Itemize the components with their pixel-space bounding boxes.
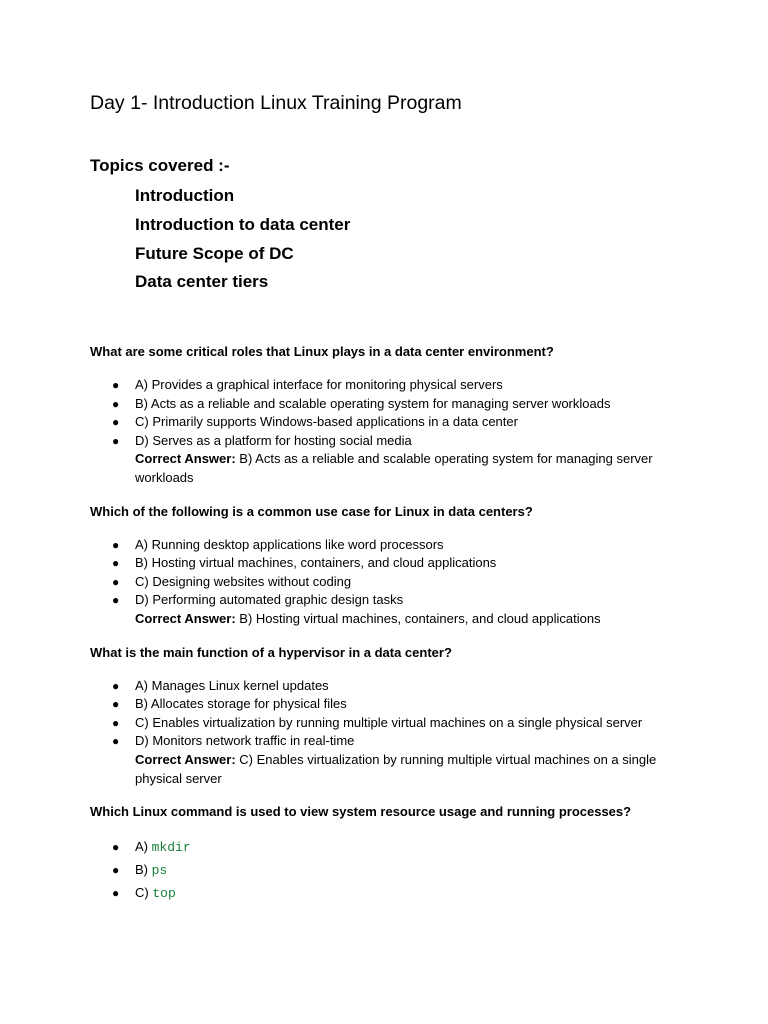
option-item bbox=[90, 376, 690, 395]
answer-label: Correct Answer: bbox=[135, 451, 236, 467]
option-item bbox=[90, 732, 690, 751]
option-text: D) Performing automated graphic design tasks bbox=[135, 592, 404, 608]
topic-item: Introduction bbox=[135, 186, 235, 205]
option-text: B) Acts as a reliable and scalable operating system for managing server workloads bbox=[135, 395, 611, 411]
option-item bbox=[90, 836, 690, 859]
correct-answer bbox=[90, 751, 665, 788]
topic-item: Future Scope of DC bbox=[135, 243, 294, 263]
option-text: D) Serves as a platform for hosting social media bbox=[135, 432, 412, 448]
option-item bbox=[90, 395, 690, 414]
question-text: What are some critical roles that Linux plays in a data center environment? bbox=[90, 344, 554, 359]
option-item bbox=[90, 554, 690, 573]
correct-answer bbox=[90, 610, 665, 629]
document-title: Day 1- Introduction Linux Training Program bbox=[90, 92, 462, 114]
question-text: Which of the following is a common use case for Linux in data centers? bbox=[90, 503, 533, 519]
topic-item: Introduction to data center bbox=[135, 214, 351, 234]
option-prefix: B) bbox=[135, 862, 152, 878]
option-prefix: C) bbox=[135, 885, 153, 901]
bullet-icon: ● bbox=[112, 556, 120, 571]
bullet-icon: ● bbox=[112, 433, 120, 448]
option-text: A) Running desktop applications like word processors bbox=[135, 536, 444, 552]
options-list bbox=[90, 836, 690, 905]
options-list bbox=[90, 376, 690, 450]
answer-text: C) Enables virtualization by running multiple virtual machines on a single physical server bbox=[135, 751, 657, 786]
command-code: top bbox=[152, 886, 176, 902]
question-block bbox=[90, 502, 690, 629]
option-item bbox=[90, 677, 690, 696]
topic-item: Data center tiers bbox=[135, 272, 269, 292]
options-list bbox=[90, 677, 690, 751]
bullet-icon: ● bbox=[112, 840, 120, 855]
option-text: C) Enables virtualization by running multiple virtual machines on a single physical server bbox=[135, 714, 643, 730]
options-list bbox=[90, 536, 690, 610]
option-text: D) Monitors network traffic in real-time bbox=[135, 733, 355, 749]
option-item bbox=[90, 714, 690, 733]
bullet-icon: ● bbox=[112, 886, 120, 901]
questions-section bbox=[90, 342, 690, 905]
option-item bbox=[90, 882, 690, 905]
option-item bbox=[90, 591, 690, 610]
option-item bbox=[90, 413, 690, 432]
bullet-icon: ● bbox=[112, 678, 120, 693]
command-code: mkdir bbox=[151, 840, 191, 856]
option-item bbox=[90, 695, 690, 714]
topics-heading: Topics covered :- bbox=[90, 156, 230, 175]
option-text: C) Designing websites without coding bbox=[135, 573, 352, 589]
option-text: B) Allocates storage for physical files bbox=[135, 696, 347, 712]
answer-text: B) Hosting virtual machines, containers, and cloud applications bbox=[239, 610, 601, 626]
bullet-icon: ● bbox=[112, 715, 120, 730]
option-text: C) Primarily supports Windows-based applications in a data center bbox=[135, 414, 518, 430]
question-text: Which Linux command is used to view system resource usage and running processes? bbox=[90, 804, 632, 820]
bullet-icon: ● bbox=[112, 593, 120, 608]
bullet-icon: ● bbox=[112, 396, 120, 411]
option-item bbox=[90, 536, 690, 555]
topics-list bbox=[135, 185, 350, 300]
bullet-icon: ● bbox=[112, 697, 120, 712]
option-item bbox=[90, 432, 690, 451]
bullet-icon: ● bbox=[112, 537, 120, 552]
bullet-icon: ● bbox=[112, 734, 120, 749]
bullet-icon: ● bbox=[112, 863, 120, 878]
option-item bbox=[90, 573, 690, 592]
option-text: B) Hosting virtual machines, containers, and cloud applications bbox=[135, 555, 497, 571]
question-block bbox=[90, 342, 690, 488]
bullet-icon: ● bbox=[112, 378, 120, 392]
option-text: A) Provides a graphical interface for monitoring physical servers bbox=[135, 377, 503, 392]
question-block bbox=[90, 643, 690, 789]
question-block bbox=[90, 802, 690, 905]
answer-label: Correct Answer: bbox=[135, 610, 236, 626]
command-code: ps bbox=[151, 863, 168, 879]
option-prefix: A) bbox=[135, 839, 152, 855]
question-text: What is the main function of a hypervisor in a data center? bbox=[90, 644, 452, 660]
option-item bbox=[90, 859, 690, 882]
answer-text: B) Acts as a reliable and scalable operating system for managing server workloads bbox=[135, 451, 653, 485]
correct-answer bbox=[90, 450, 665, 487]
option-text: A) Manages Linux kernel updates bbox=[135, 677, 329, 693]
answer-label: Correct Answer: bbox=[135, 751, 236, 767]
bullet-icon: ● bbox=[112, 415, 120, 430]
bullet-icon: ● bbox=[112, 574, 120, 589]
